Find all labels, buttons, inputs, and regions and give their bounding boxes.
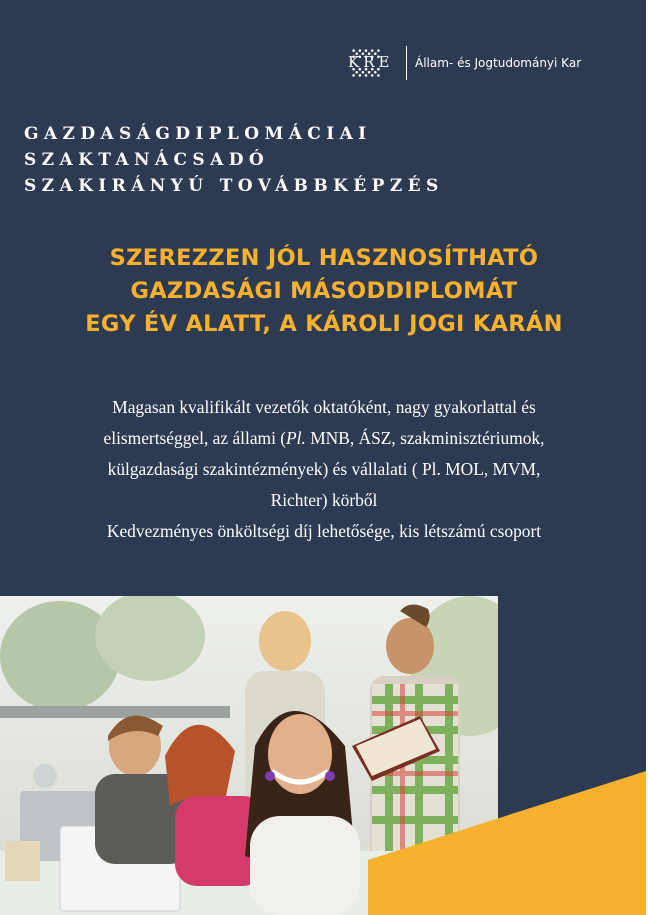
benefits-line: Kedvezményes önköltségi díj lehetősége, kis létszámú csoport [106,521,542,541]
program-title-line: GAZDASÁGDIPLOMÁCIAI [24,124,372,144]
logo-dot [371,49,374,52]
description-italic: Pl. [286,428,306,448]
logo-dot [359,74,362,77]
logo-dot [365,74,368,77]
faculty-logo [338,34,581,92]
description [0,392,648,547]
description-line [0,423,648,454]
description-segment: elismertséggel, az állami ( [103,428,287,448]
description-line: Magasan kvalifikált vezetők oktatóként, nagy gyakorlattal és [112,397,536,417]
logo-dot [355,71,358,74]
description-line: külgazdasági szakintézmények) és vállalati ( Pl. MOL, MVM, [107,459,541,479]
headline [0,242,648,341]
logo-dot [352,49,355,52]
headline-line: EGY ÉV ALATT, A KÁROLI JOGI KARÁN [85,311,563,337]
headline-line: SZEREZZEN JÓL HASZNOSÍTHATÓ [109,245,539,271]
logo-divider [406,46,407,80]
diamond-dots-icon [338,34,394,92]
logo-dot [377,49,380,52]
faculty-name: Állam- és Jogtudományi Kar [415,56,582,70]
logo-dot [359,49,362,52]
program-title [24,121,444,199]
logo-dot [374,71,377,74]
program-title-line: SZAKTANÁCSADÓ [24,150,270,170]
description-line: Richter) körből [270,490,378,510]
logo-dot [368,71,371,74]
program-title-line: SZAKIRÁNYÚ TOVÁBBKÉPZÉS [24,176,444,196]
headline-line: GAZDASÁGI MÁSODDIPLOMÁT [130,278,518,304]
logo-initials: KRE [348,53,394,71]
logo-dot [365,49,368,52]
logo-dot [371,74,374,77]
logo-dot [352,74,355,77]
students-photo [0,596,498,915]
description-segment: MNB, ÁSZ, szakminisztériumok, [305,428,545,448]
logo-dot [377,74,380,77]
logo-dot [362,71,365,74]
